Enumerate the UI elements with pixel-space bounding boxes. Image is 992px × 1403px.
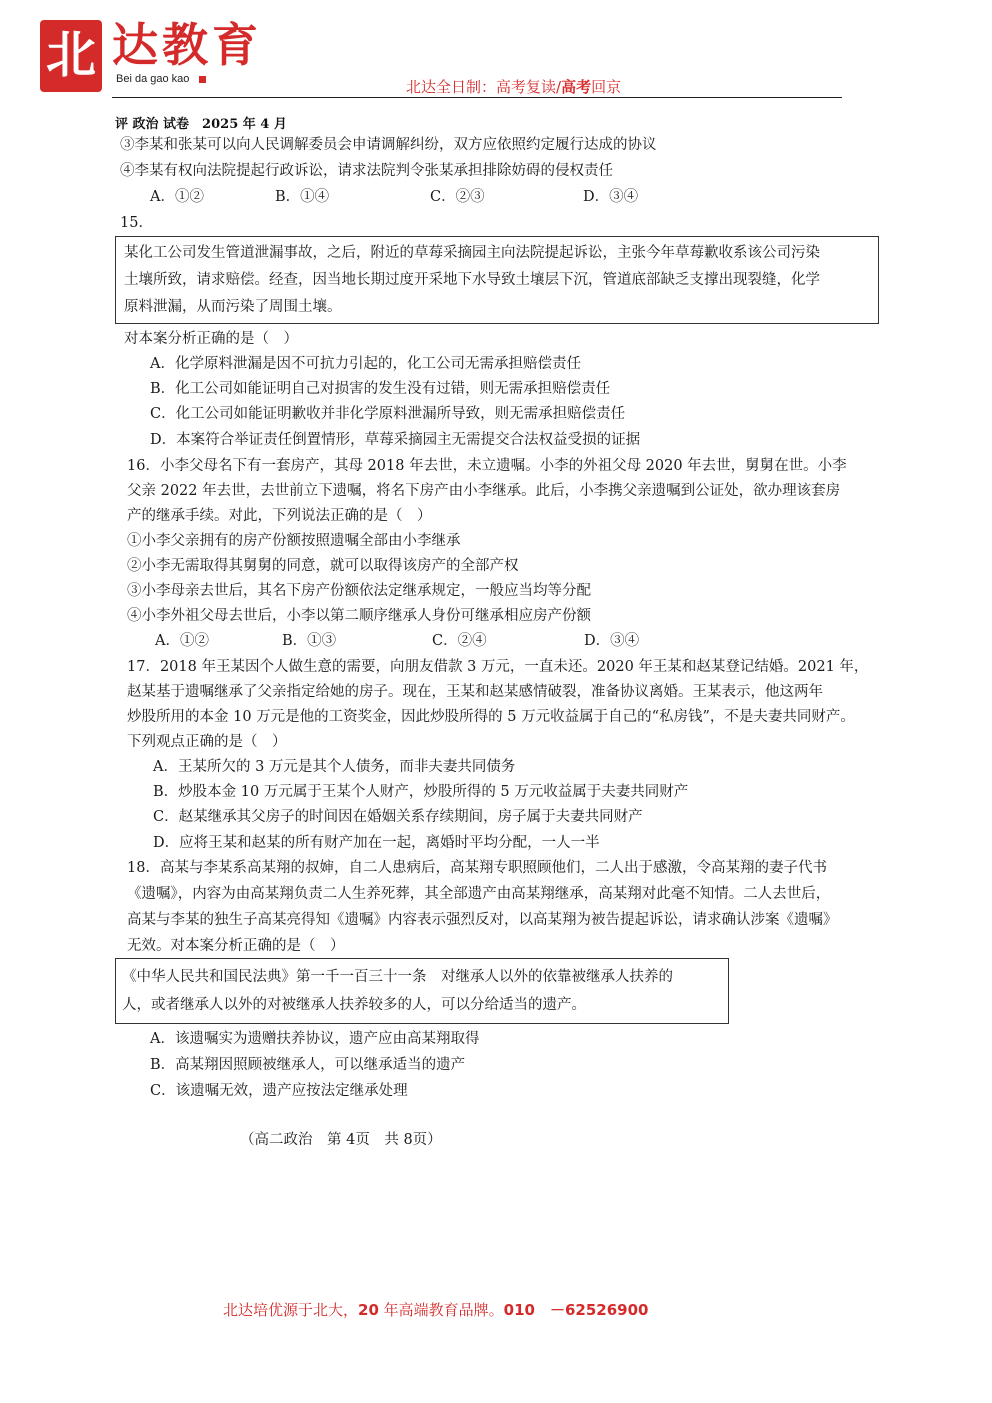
q17-option-a: A．王某所欠的 3 万元是其个人债务，而非夫妻共同债务	[153, 759, 516, 775]
q15-material-line-2: 土壤所致，请求赔偿。经查，因当地长期过度开采地下水导致土壤层下沉，管道底部缺乏支撑出现裂缝，化学	[124, 272, 820, 288]
logo-character: 北	[46, 26, 96, 84]
q16-stem-line-2: 父亲 2022 年去世，去世前立下遗嘱，将名下房产由小李继承。此后，小李携父亲遗嘱到公证处，欲办理该套房	[127, 483, 841, 499]
bottom-slogan	[223, 1299, 648, 1320]
q16-statement-3: ③小李母亲去世后，其名下房产份额依法定继承规定，一般应当均等分配	[127, 583, 591, 599]
q16-statement-4: ④小李外祖父母去世后，小李以第二顺序继承人身份可继承相应房产份额	[127, 608, 591, 624]
q16-statement-2: ②小李无需取得其舅舅的同意，就可以取得该房产的全部产权	[127, 558, 519, 574]
q14-option-a: A．①②	[150, 189, 204, 205]
q18-option-b: B．高某翔因照顾被继承人，可以继承适当的遗产	[150, 1057, 466, 1073]
q16-option-b: B．①③	[282, 633, 337, 649]
q18-material-line-2: 人，或者继承人以外的对被继承人扶养较多的人，可以分给适当的遗产。	[122, 997, 586, 1013]
q15-number: 15．	[120, 215, 153, 231]
q15-stem: 对本案分析正确的是（ ）	[124, 331, 298, 347]
brand-dot-decoration	[199, 76, 206, 83]
q18-stem-line-1: 18．高某与李某系高某翔的叔婶，自二人患病后，高某翔专职照顾他们，二人出于感激，令高某翔的妻子代书	[127, 860, 827, 876]
q15-option-d: D．本案符合举证责任倒置情形，草莓采摘园主无需提交合法权益受损的证据	[150, 432, 641, 448]
top-slogan	[406, 76, 621, 97]
top-slogan-bold: 高考	[561, 78, 592, 96]
q18-stem-line-2: 《遗嘱》，内容为由高某翔负责二人生养死葬，其全部遗产由高某翔继承，高某翔对此毫不知情。二人去世后，	[127, 886, 831, 902]
exam-header: 评 政治 试卷 2025 年 4 月	[115, 117, 287, 132]
bottom-slogan-middle: 年高端教育品牌。	[378, 1301, 504, 1319]
q18-option-c: C．该遗嘱无效，遗产应按法定继承处理	[150, 1083, 408, 1099]
brand-pinyin: Bei da gao kao	[116, 73, 190, 85]
q16-option-d: D．③④	[584, 633, 640, 649]
q14-option-c: C．②③	[430, 189, 485, 205]
q14-statement-4: ④李某有权向法院提起行政诉讼，请求法院判令张某承担排除妨碍的侵权责任	[120, 163, 613, 179]
q15-option-b: B．化工公司如能证明自己对损害的发生没有过错，则无需承担赔偿责任	[150, 381, 611, 397]
q16-stem-line-3: 产的继承手续。对此，下列说法正确的是（ ）	[127, 508, 432, 524]
q18-option-a: A．该遗嘱实为遗赠扶养协议，遗产应由高某翔取得	[150, 1031, 480, 1047]
bottom-slogan-prefix: 北达培优源于北大，	[223, 1301, 359, 1319]
q17-stem-line-1: 17．2018 年王某因个人做生意的需要，向朋友借款 3 万元，一直未还。2020 年王某和赵某登记结婚。2021 年，	[127, 659, 869, 675]
q16-stem-line-1: 16．小李父母名下有一套房产，其母 2018 年去世，未立遗嘱。小李的外祖父母 2020 年去世，舅舅在世。小李	[127, 458, 847, 474]
q18-stem-line-4: 无效。对本案分析正确的是（ ）	[127, 938, 345, 954]
q15-material-line-1: 某化工公司发生管道泄漏事故，之后，附近的草莓采摘园主向法院提起诉讼，主张今年草莓歉收系该公司污染	[124, 245, 820, 261]
q15-material-line-3: 原料泄漏，从而污染了周围土壤。	[124, 299, 342, 315]
q18-material-box	[115, 958, 729, 1024]
q17-stem-line-2: 赵某基于遗嘱继承了父亲指定给她的房子。现在，王某和赵某感情破裂，准备协议离婚。王某表示，他这两年	[127, 684, 823, 700]
page-number-footer: （高二政治 第 4页 共 8页）	[240, 1132, 442, 1148]
q17-option-b: B．炒股本金 10 万元属于王某个人财产，炒股所得的 5 万元收益属于夫妻共同财产	[153, 784, 689, 800]
bottom-slogan-years: 20	[358, 1301, 379, 1319]
top-slogan-suffix: 回京	[591, 78, 622, 96]
q15-material-box	[115, 236, 879, 324]
top-slogan-prefix: 北达全日制：高考复读/	[406, 78, 562, 96]
q14-statement-3: ③李某和张某可以向人民调解委员会申请调解纠纷，双方应依照约定履行达成的协议	[120, 137, 657, 153]
q16-option-c: C．②④	[432, 633, 487, 649]
bottom-slogan-phone: 010 －62526900	[503, 1301, 649, 1319]
q17-option-d: D．应将王某和赵某的所有财产加在一起，离婚时平均分配，一人一半	[153, 835, 600, 851]
q15-option-a: A．化学原料泄漏是因不可抗力引起的，化工公司无需承担赔偿责任	[150, 356, 581, 372]
q14-option-b: B．①④	[275, 189, 330, 205]
q14-option-d: D．③④	[583, 189, 639, 205]
q18-material-line-1: 《中华人民共和国民法典》第一千一百三十一条 对继承人以外的依靠被继承人扶养的	[122, 969, 673, 985]
q17-stem-line-3: 炒股所用的本金 10 万元是他的工资奖金，因此炒股所得的 5 万元收益属于自己的“私房钱”，不是夫妻共同财产。	[127, 709, 855, 725]
brand-name: 达教育	[112, 18, 262, 72]
q18-stem-line-3: 高某与李某的独生子高某亮得知《遗嘱》内容表示强烈反对，以高某翔为被告提起诉讼，请求确认涉案《遗嘱》	[127, 912, 838, 928]
q17-option-c: C．赵某继承其父房子的时间因在婚姻关系存续期间，房子属于夫妻共同财产	[153, 809, 643, 825]
brand-logo-mark	[40, 20, 102, 92]
q17-stem-line-4: 下列观点正确的是（ ）	[127, 734, 287, 750]
q16-option-a: A．①②	[155, 633, 209, 649]
header-divider	[112, 97, 842, 98]
q15-option-c: C．化工公司如能证明歉收并非化学原料泄漏所导致，则无需承担赔偿责任	[150, 406, 626, 422]
q16-statement-1: ①小李父亲拥有的房产份额按照遗嘱全部由小李继承	[127, 533, 461, 549]
